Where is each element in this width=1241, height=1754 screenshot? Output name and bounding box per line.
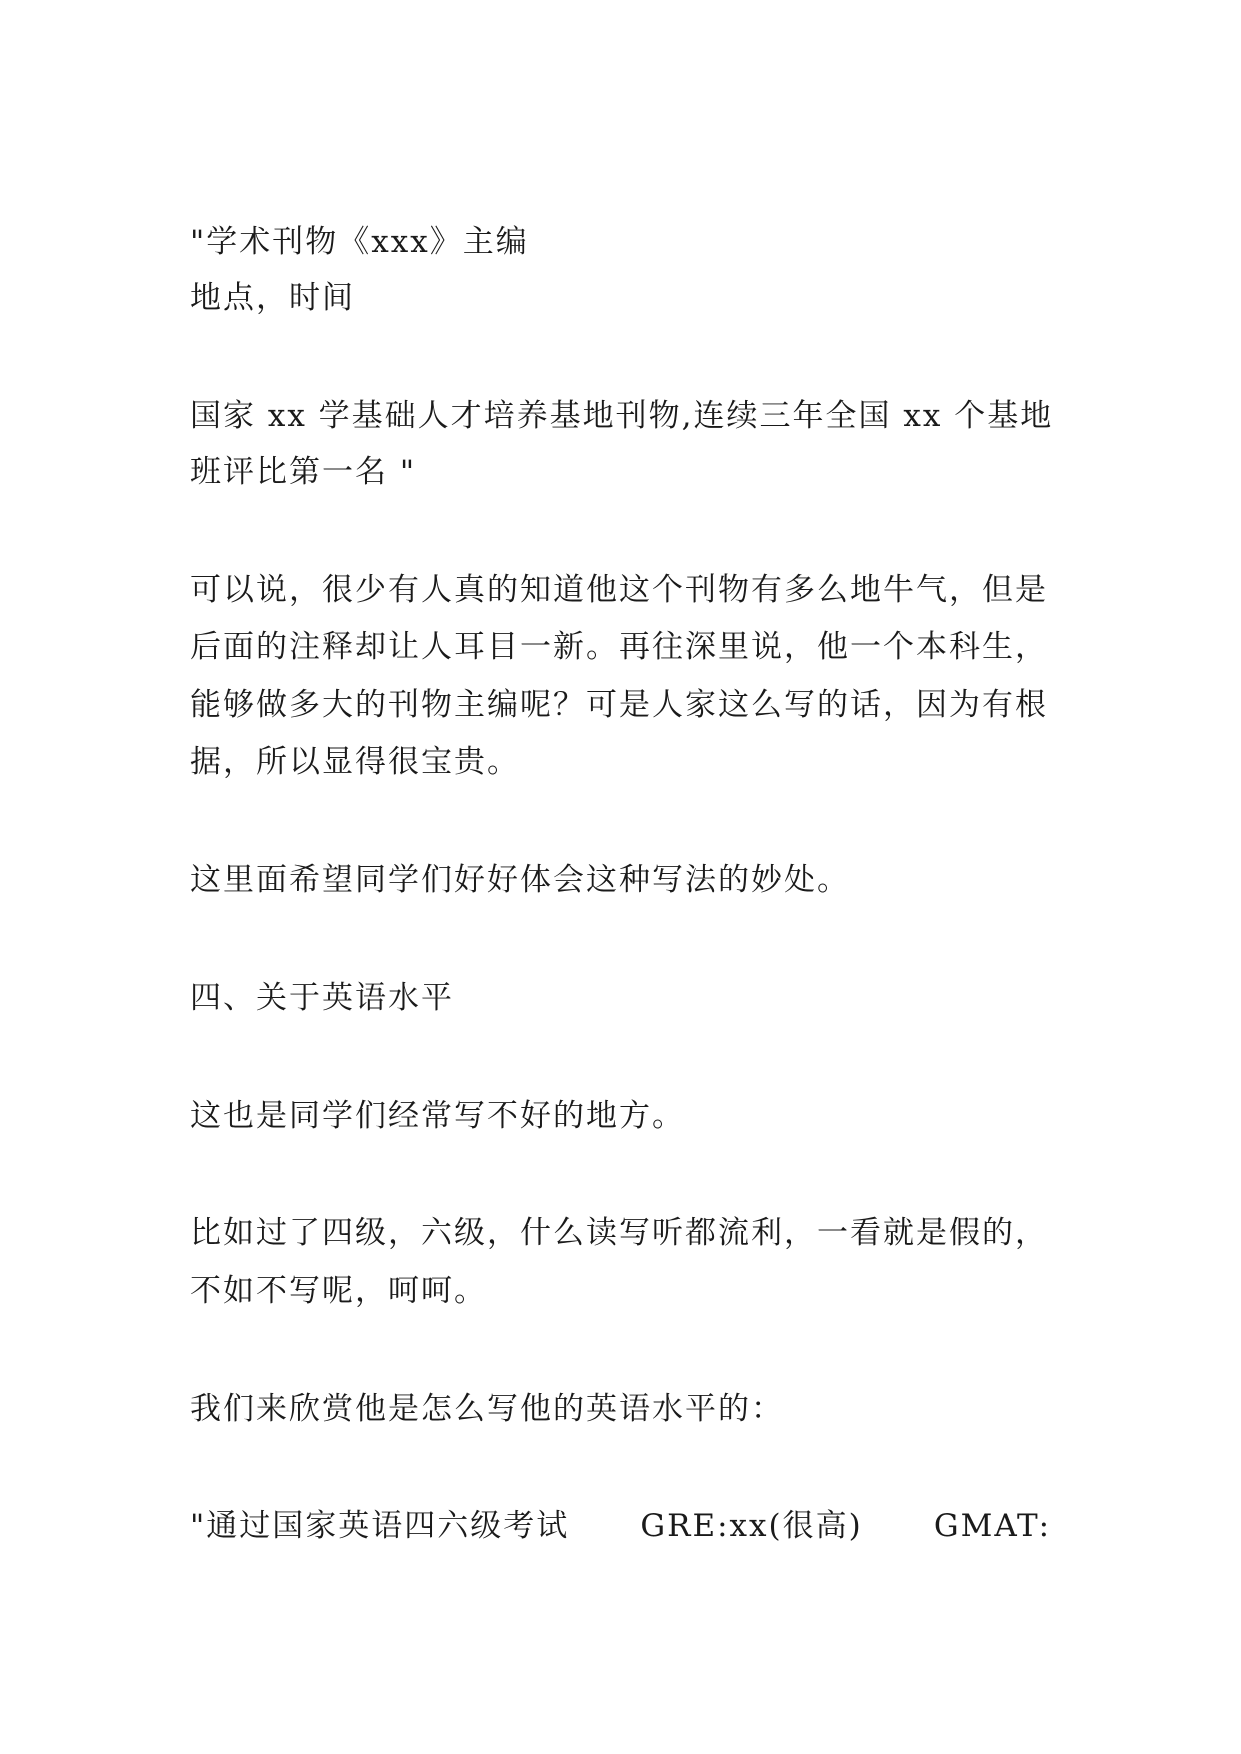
text-line-appreciate: 这里面希望同学们好好体会这种写法的妙处。 <box>190 862 850 898</box>
text-line-paragraph-3: 能够做多大的刊物主编呢？可是人家这么写的话，因为有根 <box>190 687 1048 723</box>
text-line-journal-desc-2: 班评比第一名 " <box>190 454 417 490</box>
text-line-paragraph-4: 据，所以显得很宝贵。 <box>190 744 520 780</box>
text-line-paragraph-2: 后面的注释却让人耳目一新。再往深里说，他一个本科生， <box>190 629 1048 665</box>
text-line-english-scores: "通过国家英语四六级考试 GRE:xx(很高) GMAT: <box>190 1508 1052 1544</box>
text-line-example-1: 比如过了四级，六级，什么读写听都流利，一看就是假的， <box>190 1215 1048 1251</box>
text-line-journal-desc-1: 国家 xx 学基础人才培养基地刊物,连续三年全国 xx 个基地 <box>190 398 1054 434</box>
text-line-paragraph-1: 可以说，很少有人真的知道他这个刊物有多么地牛气，但是 <box>190 572 1048 608</box>
section-heading-english-level: 四、关于英语水平 <box>190 980 454 1016</box>
text-line-journal-editor: "学术刊物《xxx》主编 <box>190 224 529 260</box>
text-line-place-time: 地点，时间 <box>190 280 355 316</box>
text-line-lets-see: 我们来欣赏他是怎么写他的英语水平的： <box>190 1391 784 1427</box>
text-line-example-2: 不如不写呢，呵呵。 <box>190 1273 487 1309</box>
text-line-common-mistake: 这也是同学们经常写不好的地方。 <box>190 1098 685 1134</box>
